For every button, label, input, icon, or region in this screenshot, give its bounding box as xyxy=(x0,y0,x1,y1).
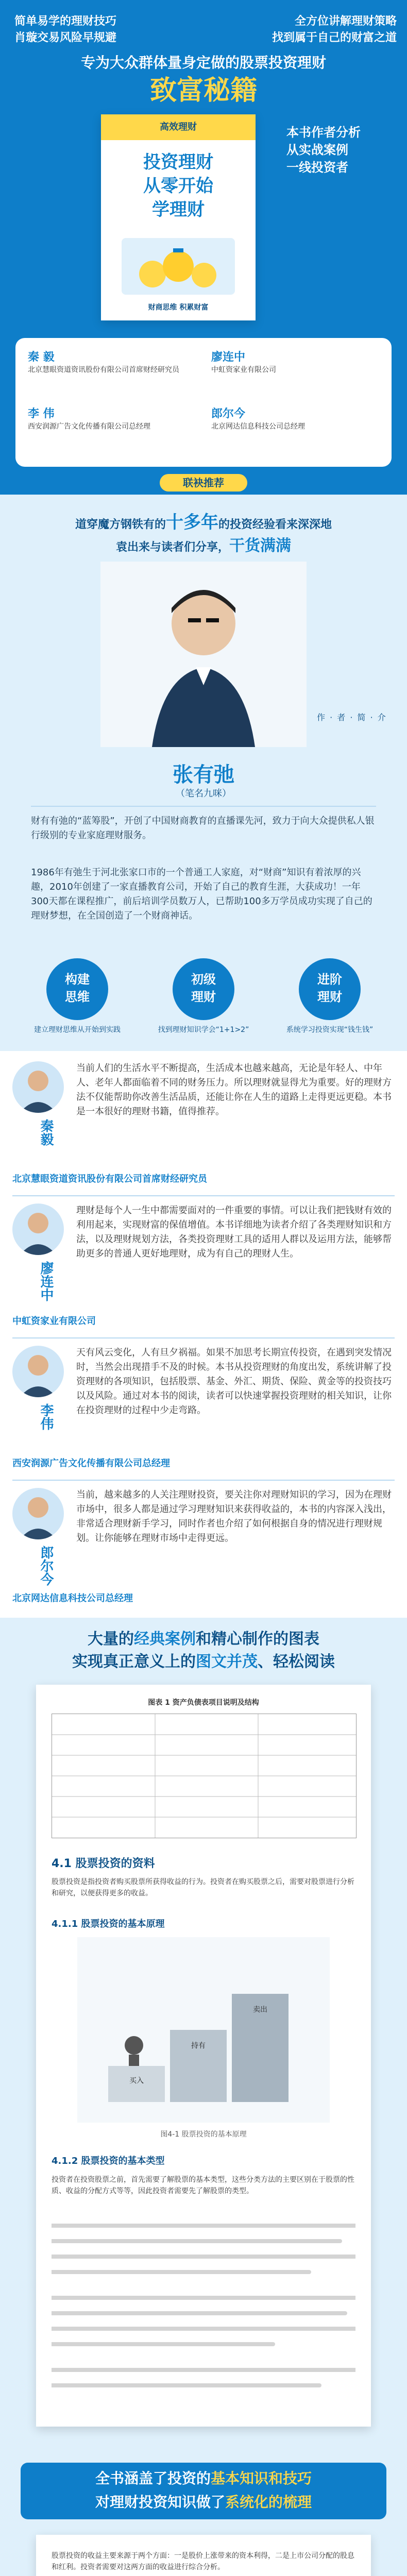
endorser-2: 廖连中 中虹资家业有限公司 xyxy=(211,351,276,374)
book-cover-title: 投资理财 从零开始 学理财 xyxy=(143,152,213,220)
author-portrait-icon xyxy=(100,562,307,747)
author-name: 张有弛 xyxy=(173,763,234,787)
review-2 xyxy=(12,1204,395,1332)
endorser-3: 李 伟 西安润源广告文化传播有限公司总经理 xyxy=(28,408,150,431)
review-divider-3 xyxy=(12,1480,395,1481)
author-section xyxy=(0,495,407,1051)
review-divider-1 xyxy=(12,1195,395,1196)
book-page-2 xyxy=(36,2535,371,2576)
banner-subtitle: 专为大众群体量身定做的股票投资理财 xyxy=(80,54,326,71)
pages-section-1 xyxy=(0,1618,407,2442)
person-icon xyxy=(12,1488,64,1539)
review-2-sign: 中虹资家业有限公司 xyxy=(12,1316,96,1327)
person-icon xyxy=(12,1346,64,1397)
endorser-4: 郎尔今 北京网达信息科技公司总经理 xyxy=(211,408,305,431)
author-intro-label: 作 · 者 · 简 · 介 xyxy=(317,713,387,722)
section1-headline: 大量的经典案例和精心制作的图表 实现真正意义上的图文并茂、轻松阅读 xyxy=(72,1630,335,1671)
review-2-text: 理财是每个人一生中都需要面对的一件重要的事情。可以让我们把钱财有效的利用起来，实现财富的保值增值。本书详细地为读者介绍了各类理财知识和方法，以及理财规划方法，各类投资理财工具的适用人群以及运用方法，能够帮助更多的普通人更好地理财，成为有自己的理财人生。 xyxy=(76,1205,392,1259)
coins-icon xyxy=(122,238,235,295)
intro-line-1: 道穿魔方钢铁有的十多年的投资经验看来深深地 xyxy=(75,512,332,533)
review-divider-2 xyxy=(12,1337,395,1338)
review-4-sign: 北京网达信息科技公司总经理 xyxy=(12,1593,133,1604)
page1-fig-heading: 4.1.1 股票投资的基本原理 xyxy=(52,1919,165,1929)
feature-2: 初级 理财 找到理财知识学会“1+1>2” xyxy=(147,958,260,1041)
book-illustration xyxy=(122,238,235,295)
page1-figure xyxy=(77,1937,330,2123)
banner-title: 致富秘籍 xyxy=(149,75,257,106)
page1-table xyxy=(52,1714,357,1838)
page1-para-2: 投资者在投资股票之前，首先需要了解股票的基本类型，这些分类方法的主要区别在于股票的性质、收益的分配方式等等，因此投资者需要先了解股票的类型。 xyxy=(52,2176,354,2195)
review-1-label: 秦毅 xyxy=(38,1119,54,1146)
review-3-sign: 西安润源广告文化传播有限公司总经理 xyxy=(12,1458,170,1469)
stairs-diagram-icon xyxy=(77,1937,330,2123)
text-lines-icon xyxy=(52,2221,355,2406)
section2-headline: 全书涵盖了投资的基本知识和技巧 对理财投资知识做了系统化的梳理 xyxy=(95,2470,312,2511)
page1-para-1: 股票投资是指投资者购买股票所获得收益的行为。投资者在购买股票之后，需要对股票进行分析和研究，以便获得更多的收益。 xyxy=(52,1878,354,1897)
table-grid-icon xyxy=(52,1714,356,1838)
review-4-label: 郎尔今 xyxy=(38,1546,54,1586)
banner-left-text: 简单易学的理财技巧 肖璇交易风险早规避 xyxy=(14,15,117,44)
book-series: 高效理财 xyxy=(101,114,256,140)
review-1-avatar xyxy=(12,1061,64,1113)
person-icon xyxy=(12,1204,64,1255)
feature-2-badge: 初级 理财 xyxy=(173,958,234,1020)
review-4 xyxy=(12,1488,395,1612)
reviews-section xyxy=(0,1051,407,1618)
page1-table-caption: 图表 1 资产负债表项目说明及结构 xyxy=(148,1699,259,1707)
author-alias: （笔名九咪） xyxy=(176,788,231,799)
review-1-text: 当前人们的生活水平不断提高，生活成本也越来越高，无论是年轻人、中年人、老年人都面临着不同的财务压力。所以理财就显得尤为重要。好的理财方法不仅能帮助你改善生活品质，还能让你在人生的道路上走得更远更稳。本书是一本很好的理财书籍，值得推荐。 xyxy=(76,1063,392,1117)
pages-section-2 xyxy=(0,2442,407,2576)
feature-3-badge: 进阶 理财 xyxy=(299,958,361,1020)
review-2-label: 廖连中 xyxy=(38,1261,54,1301)
page1-text-lines xyxy=(52,2221,355,2406)
author-bio-2: 1986年有弛生于河北张家口市的一个普通工人家庭，对“财商”知识有着浓厚的兴趣，2010年创建了一家直播教育公司，开始了自己的教育生涯，大获成功！一年300天都在课程推广，前后培训学员数万人，已帮助100多万学员成功实现了自己的理财梦想，在全国创造了一个财商神话。 xyxy=(31,867,372,921)
author-bio-1: 财有有弛的“蓝筹股”，开创了中国财商教育的直播课先河，致力于向大众提供私人银行级别的专业家庭理财服务。 xyxy=(31,816,375,841)
endorser-1: 秦 毅 北京慧眼资道资讯股份有限公司首席财经研究员 xyxy=(28,351,179,374)
review-3-text: 天有风云变化，人有旦夕祸福。如果不加思考长期宣传投资，在遇到突发情况时，当然会出现措手不及的时候。本书从投资理财的角度出发，系统讲解了投资理财的各项知识，包括股票、基金、外汇、期货、保险、黄金等的投资技巧以及风险。通过对本书的阅读，读者可以快速掌握投资理财的相关知识，让你在投资理财的过程中少走弯路。 xyxy=(76,1347,392,1416)
joint-recommend-badge: 联袂推荐 xyxy=(160,474,247,492)
intro-line-2: 袁出来与读者们分享，干货满满 xyxy=(115,537,291,555)
book-side-caption: 本书作者分析 从实战案例 一线投资者 xyxy=(286,125,361,175)
person-icon xyxy=(12,1061,64,1113)
features-row xyxy=(21,958,386,1041)
review-1-sign: 北京慧眼资道资讯股份有限公司首席财经研究员 xyxy=(12,1174,207,1184)
page1-fig-note: 图4-1 股票投资的基本原理 xyxy=(160,2130,247,2139)
feature-3: 进阶 理财 系统学习投资实现“钱生钱” xyxy=(273,958,386,1041)
author-divider xyxy=(31,806,376,807)
banner-right-text: 全方位讲解理财策略 找到属于自己的财富之道 xyxy=(272,15,397,44)
review-4-avatar xyxy=(12,1488,64,1539)
book-cover-note: 财商思维 积累财富 xyxy=(148,303,209,312)
review-3 xyxy=(12,1346,395,1475)
page1-heading-2: 4.1.2 股票投资的基本类型 xyxy=(52,2156,165,2166)
fig-box-1: 买入 xyxy=(129,2077,144,2085)
feature-1-badge: 构建 思维 xyxy=(46,958,108,1020)
page2-para-1: 股票投资的收益主要来源于两个方面：一是股价上涨带来的资本利得，二是上市公司分配的股息和红利。投资者需要对这两方面的收益进行综合分析。 xyxy=(52,2552,354,2571)
book-page-1 xyxy=(36,1685,371,2427)
review-2-avatar xyxy=(12,1204,64,1255)
review-3-label: 李伟 xyxy=(38,1403,54,1430)
review-4-text: 当前，越来越多的人关注理财投资，要关注你对理财知识的学习，因为在理财市场中，很多人都是通过学习理财知识来获得收益的，本书的内容深入浅出，非常适合理财新手学习，同时作者也介绍了如何根据自身的情况进行理财规划。让你能够在理财市场中走得更远。 xyxy=(76,1489,392,1544)
fig-box-3: 卖出 xyxy=(253,2006,267,2014)
review-3-avatar xyxy=(12,1346,64,1397)
top-banner xyxy=(0,0,407,495)
feature-1: 构建 思维 建立理财思维从开始到实践 xyxy=(21,958,134,1041)
page1-chapter: 4.1 股票投资的资料 xyxy=(52,1857,155,1870)
book-cover xyxy=(101,114,256,320)
review-1 xyxy=(12,1061,395,1190)
endorsers-card xyxy=(15,338,392,467)
author-photo xyxy=(100,562,307,747)
fig-box-2: 持有 xyxy=(191,2042,206,2050)
